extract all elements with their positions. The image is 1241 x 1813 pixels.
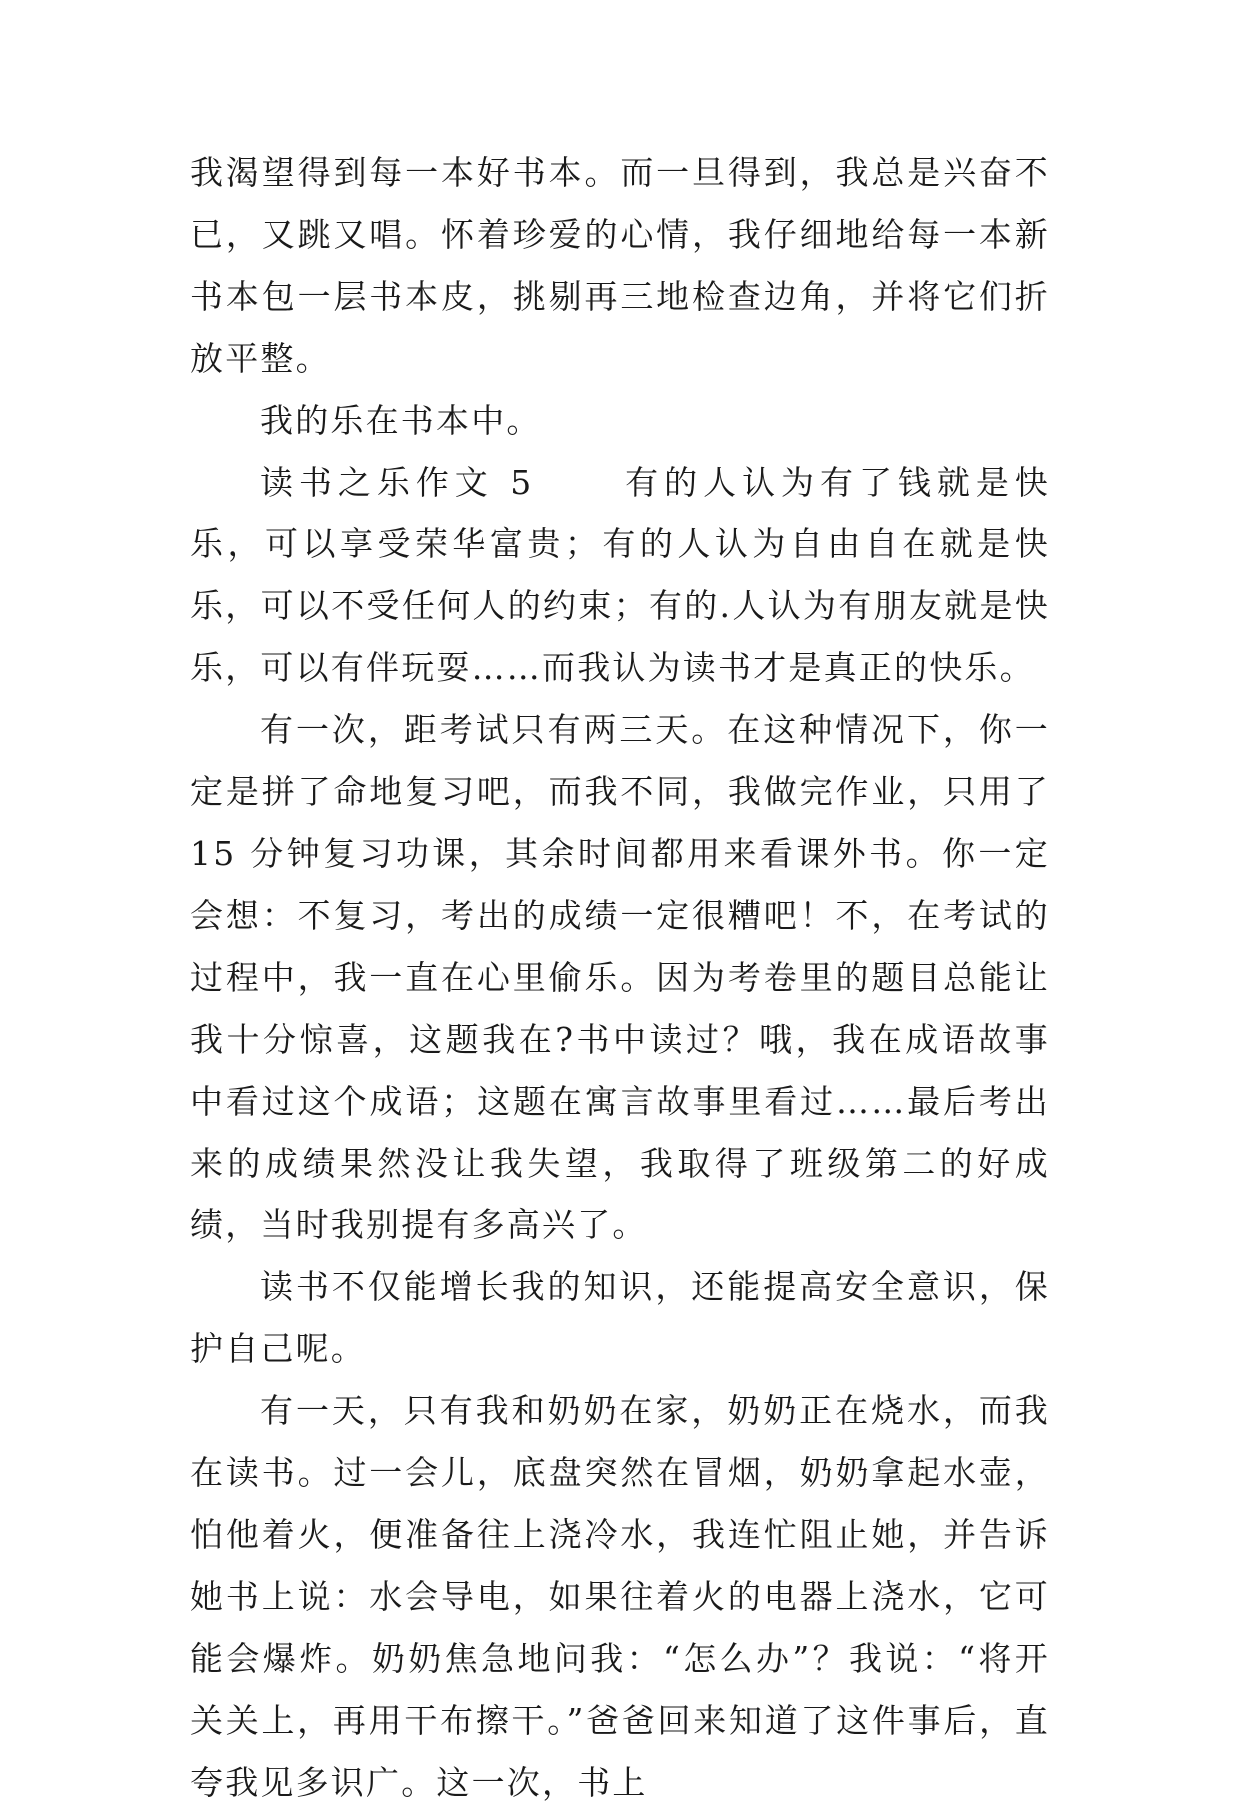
- paragraph-1: 我渴望得到每一本好书本。而一旦得到，我总是兴奋不已，又跳又唱。怀着珍爱的心情，我仔细地给每一本新书本包一层书本皮，挑剔再三地检查边角，并将它们折放平整。: [190, 153, 1050, 378]
- essay-heading: 读书之乐作文 5: [260, 462, 534, 502]
- paragraph-4: 有一次，距考试只有两三天。在这种情况下，你一定是拼了命地复习吧，而我不同，我做完作业，只用了 15 分钟复习功课，其余时间都用来看课外书。你一定会想：不复习，考出的成绩一定很糟吧！不，在考试的过程中，我一直在心里偷乐。因为考卷里的题目总能让我十分惊喜，这题我在?书中读过？哦，我在成语故事中看过这个成语；这题在寓言故事里看过……最后考出来的成绩果然没让我失望，我取得了班级第二的好成绩，当时我别提有多高兴了。: [190, 710, 1050, 1245]
- paragraph-2: 我的乐在书本中。: [260, 400, 542, 440]
- paragraph-3-text: 有的人认为有了钱就是快乐，可以享受荣华富贵；有的人认为自由自在就是快乐，可以不受任何人的约束；有的.人认为有朋友就是快乐，可以有伴玩耍……而我认为读书才是真正的快乐。: [190, 462, 1050, 688]
- document-body: [190, 142, 1050, 1813]
- paragraph-5: 读书不仅能增长我的知识，还能提高安全意识，保护自己呢。: [190, 1267, 1050, 1369]
- paragraph-6: 有一天，只有我和奶奶在家，奶奶正在烧水，而我在读书。过一会儿，底盘突然在冒烟，奶奶拿起水壶，怕他着火，便准备往上浇冷水，我连忙阻止她，并告诉她书上说：水会导电，如果往着火的电器上浇水，它可能会爆炸。奶奶焦急地问我：“怎么办”？我说：“将开关关上，再用干布擦干。”爸爸回来知道了这件事后，直夸我见多识广。这一次，书上: [190, 1391, 1050, 1802]
- paragraph-3: [190, 452, 1050, 700]
